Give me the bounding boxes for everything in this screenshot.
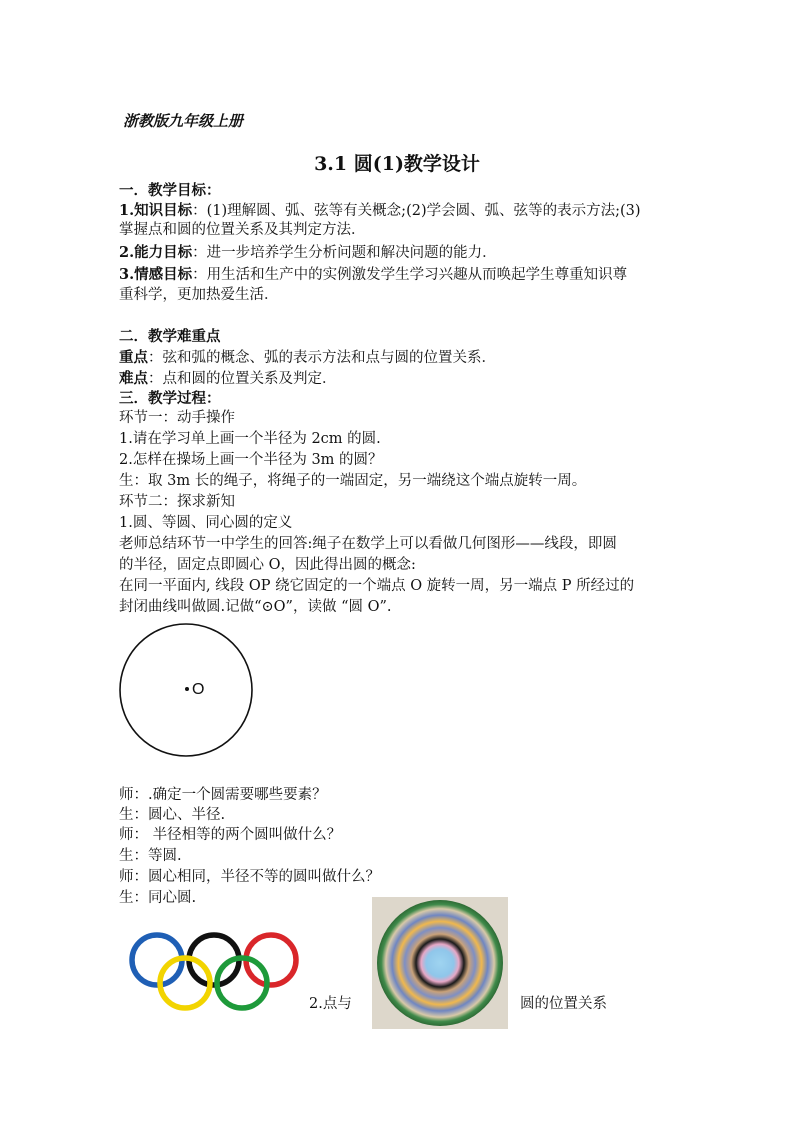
- publisher-label: 浙教版九年级上册: [123, 112, 244, 130]
- caption-before: 2.点与: [309, 996, 352, 1012]
- section1-heading: 一．教学目标：: [119, 182, 221, 199]
- process-line: 环节一：动手操作: [119, 410, 235, 426]
- emotion-goal-label: 3.情感目标: [119, 266, 193, 283]
- process-line: 的半径，固定点即圆心 O，因此得出圆的概念:: [119, 557, 416, 573]
- dialogue-line: 师：.确定一个圆需要哪些要素？: [119, 787, 327, 803]
- section3-heading: 三．教学过程：: [119, 390, 221, 407]
- process-line: 生：取 3m 长的绳子，将绳子的一端固定，另一端绕这个端点旋转一周。: [119, 473, 587, 489]
- process-line: 老师总结环节一中学生的回答:绳子在数学上可以看做几何图形——线段，即圆: [119, 536, 617, 552]
- process-line: 1.圆、等圆、同心圆的定义: [119, 515, 293, 531]
- circle-o-figure: [118, 622, 254, 758]
- emotion-goal-line2: 重科学，更加热爱生活．: [119, 287, 279, 303]
- knowledge-goal-text1: ：(1)理解圆、弧、弦等有关概念;(2)学会圆、弧、弦等的表示方法;(3): [192, 203, 641, 219]
- difficult-point-label: 难点: [119, 370, 148, 387]
- key-point-text: ：弦和弧的概念、弧的表示方法和点与圆的位置关系．: [148, 350, 496, 366]
- dialogue-line: 生：等圆.: [119, 848, 182, 864]
- concentric-circles-image: [372, 897, 508, 1029]
- caption-after: 圆的位置关系: [520, 996, 607, 1012]
- dialogue-line: 生：同心圆.: [119, 890, 197, 906]
- knowledge-goal-line1: [119, 201, 641, 221]
- difficult-point: [119, 369, 337, 389]
- section2-heading: 二．教学难重点: [119, 328, 221, 345]
- process-line: 环节二：探求新知: [119, 494, 235, 510]
- process-line: 1.请在学习单上画一个半径为 2cm 的圆.: [119, 431, 381, 447]
- ability-goal: [119, 243, 497, 263]
- process-line: 封闭曲线叫做圆.记做“⊙O”，读做 “圆 O”.: [119, 599, 392, 615]
- key-point: [119, 348, 496, 368]
- key-point-label: 重点: [119, 349, 148, 366]
- center-label: O: [192, 681, 205, 698]
- knowledge-goal-line2: 掌握点和圆的位置关系及其判定方法．: [119, 222, 366, 238]
- ability-goal-label: 2.能力目标: [119, 244, 193, 261]
- process-line: 在同一平面内, 线段 OP 绕它固定的一个端点 O 旋转一周，另一端点 P 所经过的: [119, 578, 635, 594]
- olympic-rings-image: [128, 930, 300, 1014]
- process-line: 2.怎样在操场上画一个半径为 3m 的圆？: [119, 452, 383, 468]
- page-title: 3.1 圆(1)教学设计: [314, 153, 480, 175]
- emotion-goal-line1: [119, 265, 627, 285]
- difficult-point-text: ：点和圆的位置关系及判定．: [148, 371, 337, 387]
- ability-goal-text: ：进一步培养学生分析问题和解决问题的能力．: [192, 245, 497, 261]
- emotion-goal-text1: ：用生活和生产中的实例激发学生学习兴趣从而唤起学生尊重知识尊: [192, 267, 628, 283]
- knowledge-goal-label: 1.知识目标: [119, 202, 193, 219]
- dialogue-line: 师：圆心相同，半径不等的圆叫做什么？: [119, 869, 380, 885]
- dialogue-line: 师： 半径相等的两个圆叫做什么？: [119, 827, 342, 843]
- center-point: [185, 687, 189, 691]
- dialogue-line: 生：圆心、半径.: [119, 807, 226, 823]
